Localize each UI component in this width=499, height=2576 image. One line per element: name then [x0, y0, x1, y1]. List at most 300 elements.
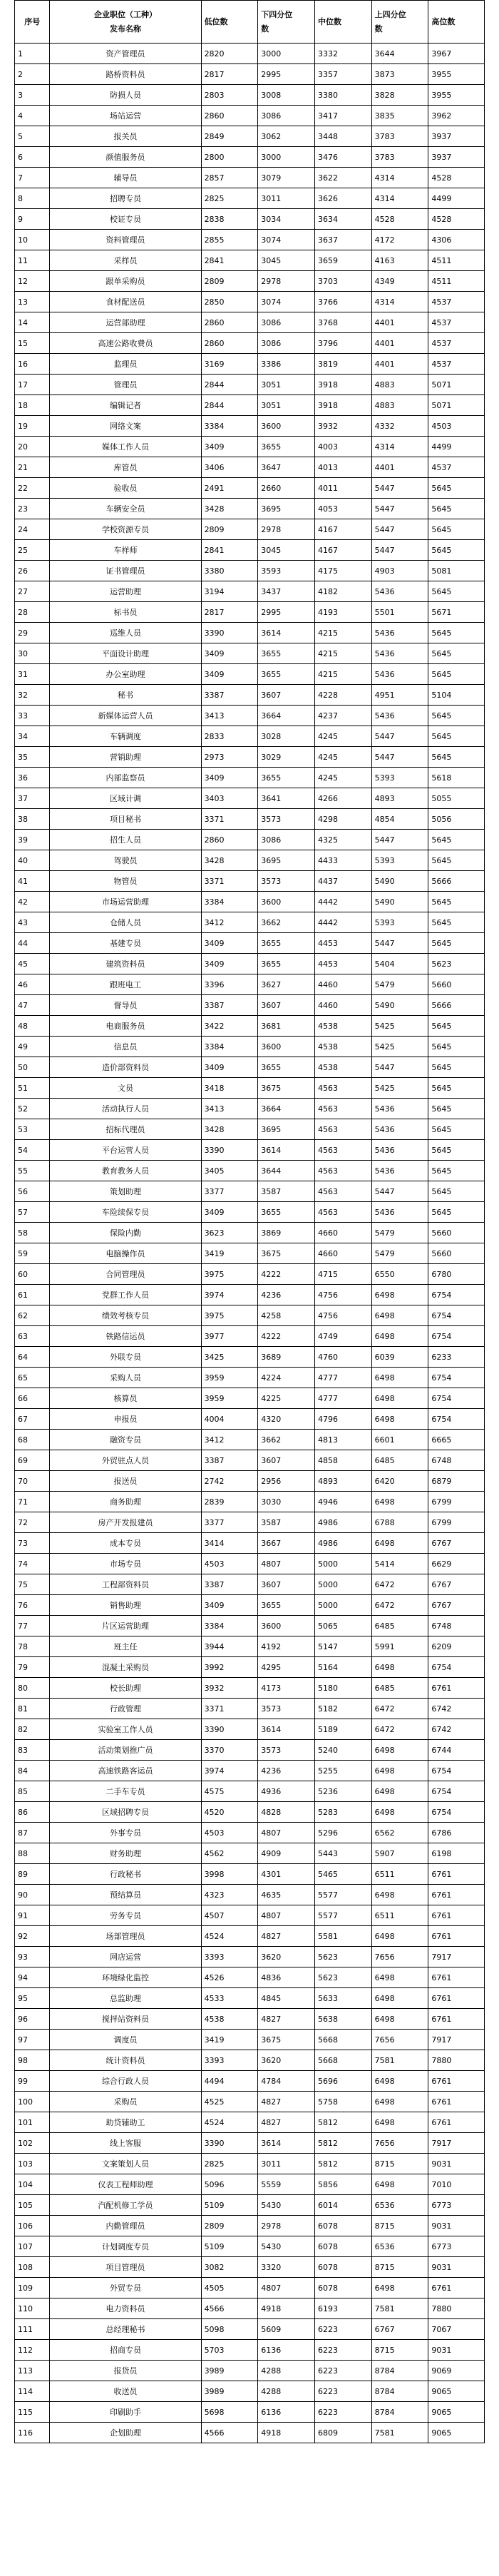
cell-p25: 4222	[258, 1326, 315, 1347]
cell-p25: 3695	[258, 850, 315, 871]
cell-p25: 3627	[258, 974, 315, 995]
cell-median: 4563	[314, 1078, 371, 1099]
cell-p25: 3614	[258, 1140, 315, 1161]
cell-median: 4215	[314, 643, 371, 664]
cell-p75: 6498	[371, 1781, 428, 1802]
cell-high: 5056	[428, 809, 485, 830]
cell-seq: 17	[15, 375, 50, 395]
cell-p25: 3074	[258, 230, 315, 250]
header-p75-line1: 上四分位	[374, 9, 406, 19]
cell-job-title: 跟单采购员	[50, 271, 201, 292]
cell-p75: 4528	[371, 209, 428, 230]
cell-median: 5812	[314, 2154, 371, 2174]
cell-low: 3387	[201, 1450, 258, 1471]
header-job-line1: 企业职位（工种）	[93, 9, 157, 19]
cell-median: 5164	[314, 1657, 371, 1678]
table-row	[15, 126, 485, 147]
cell-p25: 2978	[258, 519, 315, 540]
cell-p25: 3655	[258, 954, 315, 974]
cell-p75: 5436	[371, 1119, 428, 1140]
cell-job-title: 校证专员	[50, 209, 201, 230]
cell-high: 6761	[428, 1926, 485, 1947]
cell-p75: 6498	[371, 1388, 428, 1409]
cell-job-title: 申报员	[50, 1409, 201, 1430]
cell-p75: 5425	[371, 1016, 428, 1037]
cell-p25: 3647	[258, 457, 315, 478]
cell-high: 9031	[428, 2340, 485, 2361]
cell-high: 6773	[428, 2195, 485, 2216]
cell-high: 6761	[428, 1967, 485, 1988]
cell-seq: 57	[15, 1202, 50, 1223]
cell-p25: 4836	[258, 1967, 315, 1988]
cell-p25: 3030	[258, 1492, 315, 1512]
cell-p75: 6472	[371, 1699, 428, 1719]
cell-job-title: 学校资源专员	[50, 519, 201, 540]
table-row	[15, 809, 485, 830]
table-row	[15, 1905, 485, 1926]
cell-median: 4858	[314, 1450, 371, 1471]
cell-p75: 6472	[371, 1595, 428, 1616]
cell-job-title: 内部监察员	[50, 768, 201, 788]
cell-median: 4946	[314, 1492, 371, 1512]
cell-high: 5645	[428, 1037, 485, 1057]
cell-job-title: 文员	[50, 1078, 201, 1099]
table-body	[15, 44, 485, 2443]
cell-median: 4563	[314, 1119, 371, 1140]
table-row	[15, 1657, 485, 1678]
table-row	[15, 209, 485, 230]
cell-high: 5645	[428, 1181, 485, 1202]
cell-p25: 3079	[258, 168, 315, 188]
cell-low: 3169	[201, 354, 258, 375]
cell-high: 7880	[428, 2050, 485, 2071]
cell-job-title: 项目管理员	[50, 2257, 201, 2278]
cell-low: 3989	[201, 2381, 258, 2402]
table-row	[15, 1595, 485, 1616]
cell-median: 5638	[314, 2009, 371, 2030]
cell-high: 6754	[428, 1305, 485, 1326]
cell-seq: 72	[15, 1512, 50, 1533]
cell-seq: 1	[15, 44, 50, 64]
cell-p75: 5447	[371, 747, 428, 768]
cell-p75: 6498	[371, 1761, 428, 1781]
cell-median: 4660	[314, 1243, 371, 1264]
cell-median: 4237	[314, 706, 371, 726]
cell-job-title: 招标代理员	[50, 1119, 201, 1140]
cell-job-title: 工程部资料员	[50, 1574, 201, 1595]
table-row	[15, 499, 485, 519]
cell-job-title: 片区运营助理	[50, 1616, 201, 1636]
cell-low: 2973	[201, 747, 258, 768]
cell-high: 5645	[428, 933, 485, 954]
cell-high: 6767	[428, 1533, 485, 1554]
cell-seq: 112	[15, 2340, 50, 2361]
cell-job-title: 环境绿化监控	[50, 1967, 201, 1988]
cell-p25: 4222	[258, 1264, 315, 1285]
cell-p25: 4807	[258, 1823, 315, 1843]
cell-seq: 37	[15, 788, 50, 809]
header-p75	[371, 1, 428, 44]
cell-p75: 6498	[371, 1988, 428, 2009]
cell-p75: 5447	[371, 540, 428, 561]
cell-low: 4524	[201, 1926, 258, 1947]
cell-high: 7067	[428, 2319, 485, 2340]
cell-high: 9031	[428, 2154, 485, 2174]
cell-high: 6754	[428, 1657, 485, 1678]
cell-p25: 3689	[258, 1347, 315, 1368]
cell-p75: 7581	[371, 2298, 428, 2319]
cell-median: 3796	[314, 333, 371, 354]
cell-low: 3414	[201, 1533, 258, 1554]
cell-low: 3409	[201, 954, 258, 974]
cell-p75: 5436	[371, 664, 428, 685]
cell-median: 6078	[314, 2257, 371, 2278]
table-row	[15, 540, 485, 561]
cell-high: 5645	[428, 664, 485, 685]
cell-low: 3998	[201, 1864, 258, 1885]
cell-low: 2817	[201, 64, 258, 85]
cell-median: 4453	[314, 954, 371, 974]
cell-job-title: 电脑操作员	[50, 1243, 201, 1264]
table-row	[15, 2381, 485, 2402]
cell-median: 4777	[314, 1368, 371, 1388]
cell-low: 4566	[201, 2298, 258, 2319]
cell-median: 4986	[314, 1512, 371, 1533]
cell-seq: 34	[15, 726, 50, 747]
cell-p25: 3675	[258, 1078, 315, 1099]
cell-high: 5618	[428, 768, 485, 788]
cell-job-title: 助贷辅助工	[50, 2112, 201, 2133]
cell-high: 4537	[428, 292, 485, 312]
table-row	[15, 1533, 485, 1554]
cell-p25: 3386	[258, 354, 315, 375]
cell-job-title: 二手车专员	[50, 1781, 201, 1802]
cell-job-title: 校长助理	[50, 1678, 201, 1699]
table-header-row	[15, 1, 485, 44]
table-row	[15, 416, 485, 437]
cell-high: 5645	[428, 1078, 485, 1099]
cell-p25: 2978	[258, 2216, 315, 2236]
header-job	[50, 1, 201, 44]
cell-median: 6078	[314, 2216, 371, 2236]
cell-seq: 13	[15, 292, 50, 312]
cell-seq: 55	[15, 1161, 50, 1181]
table-row	[15, 437, 485, 457]
cell-low: 4525	[201, 2092, 258, 2112]
cell-p25: 4295	[258, 1657, 315, 1678]
cell-high: 5645	[428, 892, 485, 912]
cell-job-title: 外贸驻点人员	[50, 1450, 201, 1471]
cell-high: 6761	[428, 1905, 485, 1926]
cell-low: 5109	[201, 2195, 258, 2216]
cell-median: 3659	[314, 250, 371, 271]
cell-median: 5812	[314, 2133, 371, 2154]
cell-p75: 5447	[371, 499, 428, 519]
cell-p75: 6498	[371, 1533, 428, 1554]
cell-job-title: 平台运营人员	[50, 1140, 201, 1161]
table-row	[15, 581, 485, 602]
cell-p75: 6498	[371, 1326, 428, 1347]
cell-high: 5071	[428, 375, 485, 395]
cell-p25: 3587	[258, 1512, 315, 1533]
table-row	[15, 1926, 485, 1947]
cell-p75: 3783	[371, 126, 428, 147]
cell-seq: 35	[15, 747, 50, 768]
cell-high: 9065	[428, 2402, 485, 2423]
cell-median: 5000	[314, 1595, 371, 1616]
cell-job-title: 保险内勤	[50, 1223, 201, 1243]
cell-median: 4175	[314, 561, 371, 581]
salary-table	[14, 0, 485, 2443]
cell-p25: 4225	[258, 1388, 315, 1409]
cell-p75: 6498	[371, 2009, 428, 2030]
cell-p75: 5436	[371, 1202, 428, 1223]
cell-p75: 5393	[371, 768, 428, 788]
cell-job-title: 综合行政人员	[50, 2071, 201, 2092]
cell-p75: 6498	[371, 1967, 428, 1988]
cell-job-title: 外贸专员	[50, 2278, 201, 2298]
table-row	[15, 768, 485, 788]
table-row	[15, 933, 485, 954]
cell-job-title: 运营助理	[50, 581, 201, 602]
cell-median: 4715	[314, 1264, 371, 1285]
cell-p25: 3607	[258, 1450, 315, 1471]
cell-p25: 3664	[258, 706, 315, 726]
cell-low: 3384	[201, 1037, 258, 1057]
cell-low: 3390	[201, 2133, 258, 2154]
table-row	[15, 2050, 485, 2071]
cell-low: 3418	[201, 1078, 258, 1099]
cell-p25: 5609	[258, 2319, 315, 2340]
cell-median: 5296	[314, 1823, 371, 1843]
cell-job-title: 高速铁路客运员	[50, 1761, 201, 1781]
cell-low: 3390	[201, 1140, 258, 1161]
cell-seq: 97	[15, 2030, 50, 2050]
cell-high: 7917	[428, 2030, 485, 2050]
cell-job-title: 招聘专员	[50, 188, 201, 209]
cell-job-title: 市场专员	[50, 1554, 201, 1574]
cell-job-title: 劳务专员	[50, 1905, 201, 1926]
cell-low: 3384	[201, 416, 258, 437]
cell-p25: 4784	[258, 2071, 315, 2092]
cell-p75: 6498	[371, 1305, 428, 1326]
cell-job-title: 外联专员	[50, 1347, 201, 1368]
cell-job-title: 招生人员	[50, 830, 201, 850]
cell-low: 3413	[201, 706, 258, 726]
cell-p75: 5447	[371, 519, 428, 540]
table-row	[15, 1492, 485, 1512]
cell-median: 5577	[314, 1885, 371, 1905]
cell-p75: 5907	[371, 1843, 428, 1864]
cell-seq: 42	[15, 892, 50, 912]
cell-seq: 9	[15, 209, 50, 230]
cell-job-title: 资料管理员	[50, 230, 201, 250]
cell-low: 3959	[201, 1368, 258, 1388]
table-row	[15, 1719, 485, 1740]
cell-p75: 5447	[371, 726, 428, 747]
cell-high: 5645	[428, 1057, 485, 1078]
salary-table-container	[14, 0, 485, 2443]
cell-median: 4245	[314, 726, 371, 747]
cell-low: 3393	[201, 1947, 258, 1967]
cell-seq: 21	[15, 457, 50, 478]
cell-job-title: 食材配送员	[50, 292, 201, 312]
cell-low: 3944	[201, 1636, 258, 1657]
table-row	[15, 1967, 485, 1988]
cell-p25: 3675	[258, 1243, 315, 1264]
table-row	[15, 333, 485, 354]
cell-seq: 80	[15, 1678, 50, 1699]
cell-median: 3476	[314, 147, 371, 168]
cell-high: 5071	[428, 395, 485, 416]
cell-high: 6761	[428, 2071, 485, 2092]
cell-p25: 3051	[258, 375, 315, 395]
cell-p75: 5479	[371, 974, 428, 995]
cell-seq: 94	[15, 1967, 50, 1988]
cell-seq: 92	[15, 1926, 50, 1947]
cell-job-title: 统计资料员	[50, 2050, 201, 2071]
cell-high: 6742	[428, 1699, 485, 1719]
cell-low: 4538	[201, 2009, 258, 2030]
cell-seq: 86	[15, 1802, 50, 1823]
header-median: 中位数	[314, 1, 371, 44]
cell-low: 2841	[201, 250, 258, 271]
cell-p75: 5436	[371, 581, 428, 602]
cell-p25: 3600	[258, 1616, 315, 1636]
cell-median: 4442	[314, 912, 371, 933]
cell-job-title: 文案策划人员	[50, 2154, 201, 2174]
cell-high: 6754	[428, 1388, 485, 1409]
table-row	[15, 2071, 485, 2092]
cell-median: 3626	[314, 188, 371, 209]
cell-job-title: 驾驶员	[50, 850, 201, 871]
cell-high: 5645	[428, 1140, 485, 1161]
cell-p25: 3620	[258, 1947, 315, 1967]
cell-median: 4215	[314, 664, 371, 685]
cell-p25: 4288	[258, 2381, 315, 2402]
cell-high: 6754	[428, 1285, 485, 1305]
cell-p25: 3655	[258, 1202, 315, 1223]
cell-p75: 6498	[371, 2092, 428, 2112]
cell-median: 4460	[314, 974, 371, 995]
cell-high: 6799	[428, 1492, 485, 1512]
cell-p25: 4918	[258, 2423, 315, 2443]
cell-p75: 5436	[371, 1161, 428, 1181]
cell-job-title: 资产管理员	[50, 44, 201, 64]
table-row	[15, 1802, 485, 1823]
cell-seq: 111	[15, 2319, 50, 2340]
cell-low: 3932	[201, 1678, 258, 1699]
cell-p25: 5430	[258, 2236, 315, 2257]
cell-p75: 6498	[371, 1409, 428, 1430]
cell-low: 4566	[201, 2423, 258, 2443]
cell-high: 5645	[428, 1016, 485, 1037]
cell-job-title: 车辆调度	[50, 726, 201, 747]
cell-seq: 20	[15, 437, 50, 457]
cell-low: 3409	[201, 664, 258, 685]
header-low: 低位数	[201, 1, 258, 44]
cell-seq: 63	[15, 1326, 50, 1347]
cell-p25: 6136	[258, 2402, 315, 2423]
cell-p75: 5991	[371, 1636, 428, 1657]
table-row	[15, 312, 485, 333]
cell-low: 2817	[201, 602, 258, 623]
table-row	[15, 892, 485, 912]
cell-high: 6754	[428, 1802, 485, 1823]
cell-p75: 5425	[371, 1037, 428, 1057]
cell-high: 6233	[428, 1347, 485, 1368]
cell-seq: 99	[15, 2071, 50, 2092]
cell-p75: 3828	[371, 85, 428, 106]
cell-p75: 5414	[371, 1554, 428, 1574]
cell-seq: 51	[15, 1078, 50, 1099]
cell-seq: 4	[15, 106, 50, 126]
header-p75-line2: 数	[374, 24, 383, 34]
cell-low: 3975	[201, 1264, 258, 1285]
cell-high: 6767	[428, 1595, 485, 1616]
cell-high: 5645	[428, 726, 485, 747]
cell-median: 4228	[314, 685, 371, 706]
cell-p25: 3034	[258, 209, 315, 230]
cell-median: 4756	[314, 1305, 371, 1326]
cell-low: 5703	[201, 2340, 258, 2361]
cell-low: 3082	[201, 2257, 258, 2278]
cell-low: 3419	[201, 2030, 258, 2050]
cell-low: 4503	[201, 1554, 258, 1574]
cell-p75: 8784	[371, 2361, 428, 2381]
cell-median: 6223	[314, 2402, 371, 2423]
cell-p75: 4401	[371, 457, 428, 478]
table-row	[15, 726, 485, 747]
cell-median: 4796	[314, 1409, 371, 1430]
cell-p25: 3662	[258, 912, 315, 933]
cell-p25: 5430	[258, 2195, 315, 2216]
cell-job-title: 企划助理	[50, 2423, 201, 2443]
cell-median: 6193	[314, 2298, 371, 2319]
cell-p25: 3573	[258, 809, 315, 830]
cell-high: 4306	[428, 230, 485, 250]
cell-seq: 14	[15, 312, 50, 333]
table-row	[15, 1574, 485, 1595]
cell-low: 3974	[201, 1285, 258, 1305]
cell-low: 3371	[201, 1699, 258, 1719]
cell-job-title: 区域计调	[50, 788, 201, 809]
cell-high: 7917	[428, 2133, 485, 2154]
cell-median: 6223	[314, 2361, 371, 2381]
cell-low: 2742	[201, 1471, 258, 1492]
table-row	[15, 2423, 485, 2443]
table-row	[15, 1223, 485, 1243]
cell-high: 9065	[428, 2423, 485, 2443]
cell-job-title: 行政管理	[50, 1699, 201, 1719]
cell-low: 3422	[201, 1016, 258, 1037]
cell-p75: 6039	[371, 1347, 428, 1368]
table-row	[15, 1264, 485, 1285]
cell-high: 5645	[428, 499, 485, 519]
cell-low: 3371	[201, 809, 258, 830]
table-row	[15, 871, 485, 892]
table-row	[15, 1057, 485, 1078]
cell-p25: 4301	[258, 1864, 315, 1885]
cell-high: 5645	[428, 912, 485, 933]
cell-median: 3918	[314, 375, 371, 395]
cell-median: 6223	[314, 2319, 371, 2340]
table-row	[15, 1616, 485, 1636]
cell-median: 5000	[314, 1554, 371, 1574]
cell-job-title: 平面设计助理	[50, 643, 201, 664]
cell-low: 3409	[201, 1202, 258, 1223]
cell-seq: 59	[15, 1243, 50, 1264]
